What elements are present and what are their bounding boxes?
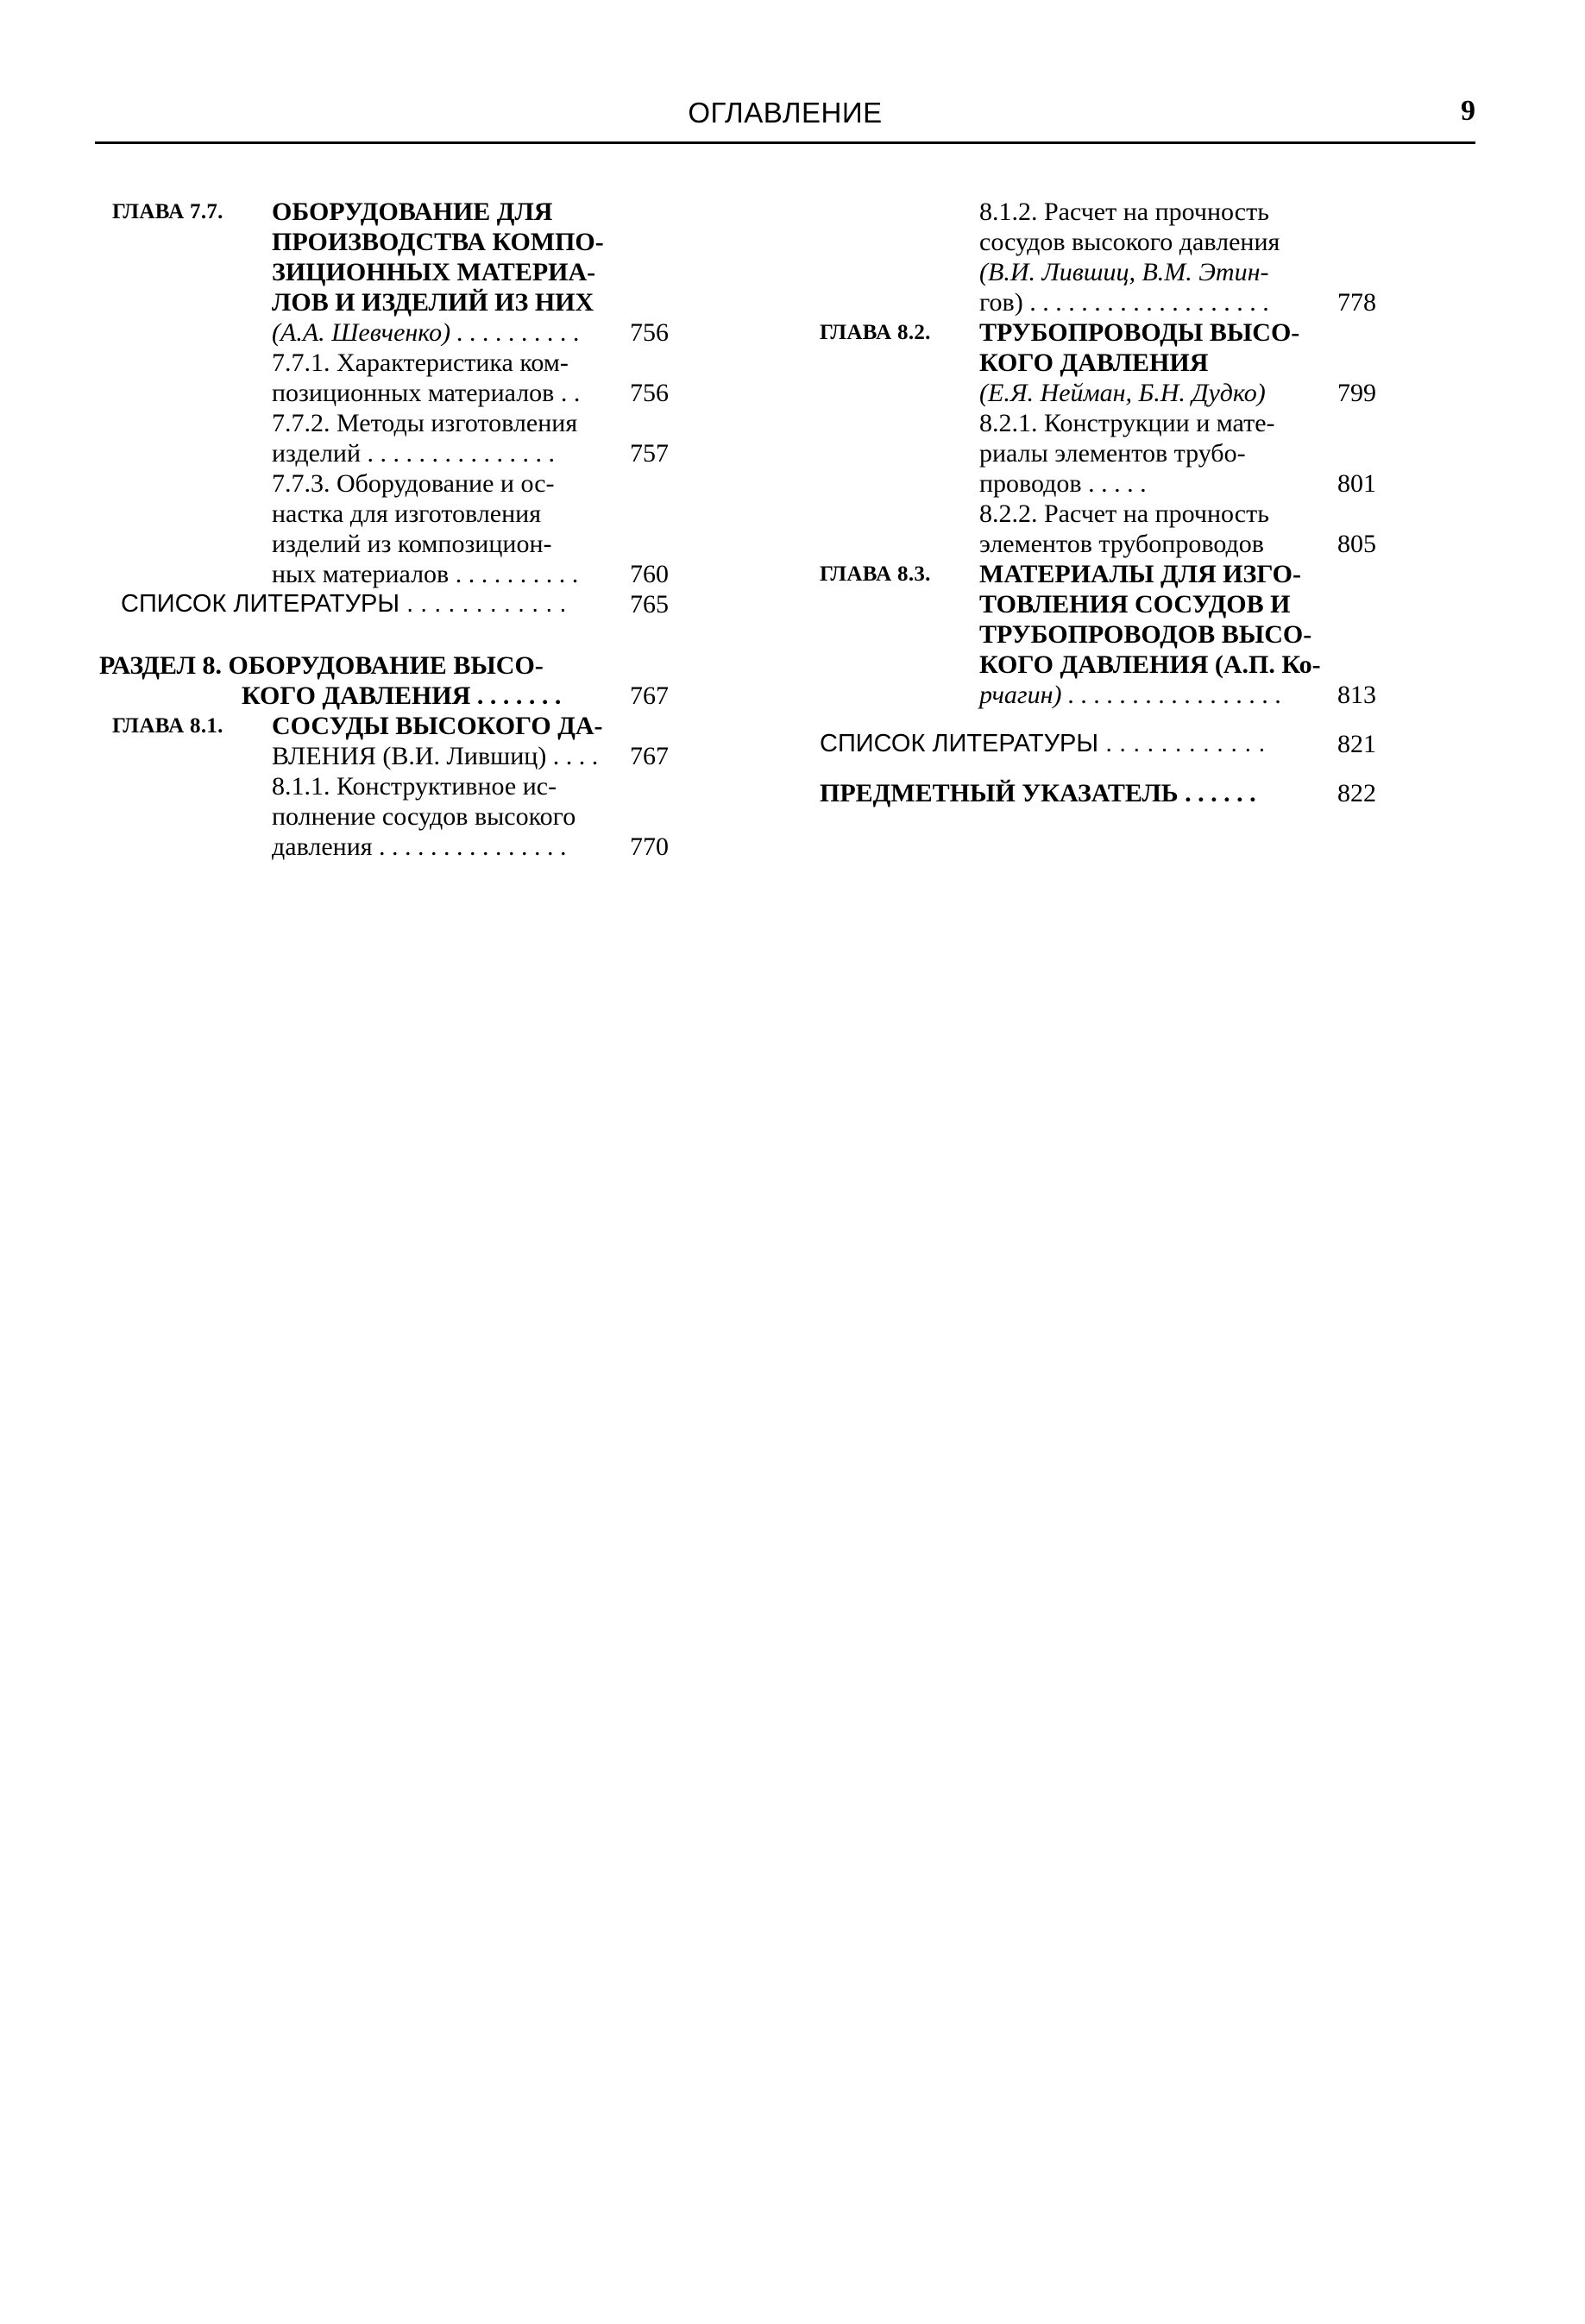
chapter-title-line: ЛОВ И ИЗДЕЛИЙ ИЗ НИХ bbox=[272, 288, 594, 317]
chapter-title-line: ТРУБОПРОВОДЫ ВЫСО- bbox=[979, 318, 1300, 347]
chapter-title-line: КОГО ДАВЛЕНИЯ bbox=[979, 349, 1209, 377]
page-ref: 767 bbox=[630, 742, 669, 770]
section-title-line: ных материалов . . . . . . . . . . bbox=[272, 560, 579, 588]
section-title-line: давления . . . . . . . . . . . . . . . bbox=[272, 832, 567, 861]
chapter-label: ГЛАВА 8.1. bbox=[112, 714, 223, 738]
toc-entry-chapter-8-1[interactable] bbox=[99, 711, 703, 771]
toc-right-column bbox=[820, 197, 1424, 808]
page-ref: 757 bbox=[630, 439, 669, 468]
toc-entry-section-8-2-1[interactable] bbox=[979, 408, 1424, 499]
section-title-line: настка для изготовления bbox=[272, 499, 542, 528]
chapter-title-line: КОГО ДАВЛЕНИЯ (А.П. Ко- bbox=[979, 650, 1321, 679]
page-ref: 778 bbox=[1337, 288, 1376, 317]
chapter-author-line: (Е.Я. Нейман, Б.Н. Дудко) bbox=[979, 379, 1266, 407]
section-title-line: полнение сосудов высокого bbox=[272, 802, 576, 831]
part-title-line: КОГО ДАВЛЕНИЯ . . . . . . . bbox=[242, 681, 562, 710]
section-title-line: 7.7.2. Методы изготовления bbox=[272, 409, 578, 437]
page-ref: 756 bbox=[630, 379, 669, 407]
toc-entry-section-7-7-3[interactable] bbox=[272, 468, 703, 589]
chapter-author-line: рчагин) . . . . . . . . . . . . . . . . . bbox=[979, 681, 1282, 709]
page-ref: 813 bbox=[1337, 681, 1376, 709]
page-ref: 760 bbox=[630, 560, 669, 588]
toc-entry-section-7-7-1[interactable] bbox=[272, 348, 703, 408]
page-ref: 799 bbox=[1337, 379, 1376, 407]
toc-entry-section-7-7-2[interactable] bbox=[272, 408, 703, 468]
chapter-label: ГЛАВА 8.3. bbox=[820, 562, 931, 586]
toc-entry-section-8-2-2[interactable] bbox=[979, 499, 1424, 559]
section-title-line: проводов . . . . . bbox=[979, 469, 1147, 498]
toc-entry-references-left[interactable] bbox=[121, 589, 703, 619]
chapter-title-line: СОСУДЫ ВЫСОКОГО ДА- bbox=[272, 712, 603, 740]
chapter-title-line: ТРУБОПРОВОДОВ ВЫСО- bbox=[979, 620, 1312, 649]
chapter-title-line: ВЛЕНИЯ (В.И. Лившиц) . . . . bbox=[272, 742, 599, 770]
chapter-title-line: ЗИЦИОННЫХ МАТЕРИА- bbox=[272, 258, 596, 286]
toc-entry-subject-index[interactable] bbox=[820, 778, 1424, 808]
chapter-title-line: ПРОИЗВОДСТВА КОМПО- bbox=[272, 228, 604, 256]
toc-entry-part-8[interactable] bbox=[99, 650, 703, 711]
toc-entry-chapter-8-2[interactable] bbox=[820, 317, 1424, 408]
chapter-label: ГЛАВА 8.2. bbox=[820, 321, 931, 344]
section-title-line: 7.7.1. Характеристика ком- bbox=[272, 349, 569, 377]
page-ref: 821 bbox=[1337, 730, 1376, 758]
page-ref: 801 bbox=[1337, 469, 1376, 498]
section-title-line: изделий . . . . . . . . . . . . . . . bbox=[272, 439, 556, 468]
section-author-line: (В.И. Лившиц, В.М. Этин- bbox=[979, 258, 1269, 286]
section-title-line: элементов трубопроводов bbox=[979, 530, 1264, 558]
chapter-title-line: ТОВЛЕНИЯ СОСУДОВ И bbox=[979, 590, 1291, 619]
section-title-line: сосудов высокого давления bbox=[979, 228, 1280, 256]
running-title: ОГЛАВЛЕНИЕ bbox=[688, 97, 883, 129]
page-ref: 756 bbox=[630, 318, 669, 347]
references-title: СПИСОК ЛИТЕРАТУРЫ . . . . . . . . . . . . bbox=[820, 730, 1266, 757]
references-title: СПИСОК ЛИТЕРАТУРЫ . . . . . . . . . . . . bbox=[121, 590, 567, 618]
section-title-line: изделий из композицион- bbox=[272, 530, 552, 558]
page-header bbox=[95, 93, 1475, 141]
page-ref: 822 bbox=[1337, 779, 1376, 807]
chapter-title-line: МАТЕРИАЛЫ ДЛЯ ИЗГО- bbox=[979, 560, 1301, 588]
page-number: 9 bbox=[1461, 95, 1475, 127]
chapter-title-line: ОБОРУДОВАНИЕ ДЛЯ bbox=[272, 198, 553, 226]
section-title-line: 7.7.3. Оборудование и ос- bbox=[272, 469, 555, 498]
page-ref: 770 bbox=[630, 832, 669, 861]
page-ref: 765 bbox=[630, 590, 669, 619]
section-title-line: позиционных материалов . . bbox=[272, 379, 581, 407]
chapter-author-line: (А.А. Шевченко) . . . . . . . . . . bbox=[272, 318, 581, 347]
toc-entry-references-right[interactable] bbox=[820, 729, 1424, 759]
section-title-line: 8.1.1. Конструктивное ис- bbox=[272, 772, 557, 801]
toc-entry-chapter-7-7[interactable] bbox=[99, 197, 703, 348]
header-rule bbox=[95, 141, 1475, 144]
part-title-line: РАЗДЕЛ 8. ОБОРУДОВАНИЕ ВЫСО- bbox=[99, 651, 544, 680]
toc-left-column bbox=[99, 197, 703, 862]
page-ref: 805 bbox=[1337, 530, 1376, 558]
section-title-line: 8.2.2. Расчет на прочность bbox=[979, 499, 1269, 528]
section-title-line: 8.2.1. Конструкции и мате- bbox=[979, 409, 1275, 437]
toc-entry-chapter-8-3[interactable] bbox=[820, 559, 1424, 710]
section-title-line: 8.1.2. Расчет на прочность bbox=[979, 198, 1269, 226]
section-title-line: гов) . . . . . . . . . . . . . . . . . . . bbox=[979, 288, 1269, 317]
section-title-line: риалы элементов трубо- bbox=[979, 439, 1246, 468]
chapter-label: ГЛАВА 7.7. bbox=[112, 200, 223, 223]
subject-index-title: ПРЕДМЕТНЫЙ УКАЗАТЕЛЬ . . . . . . bbox=[820, 779, 1256, 807]
toc-entry-section-8-1-1[interactable] bbox=[272, 771, 703, 862]
page-ref: 767 bbox=[630, 681, 669, 710]
toc-entry-section-8-1-2[interactable] bbox=[979, 197, 1424, 317]
